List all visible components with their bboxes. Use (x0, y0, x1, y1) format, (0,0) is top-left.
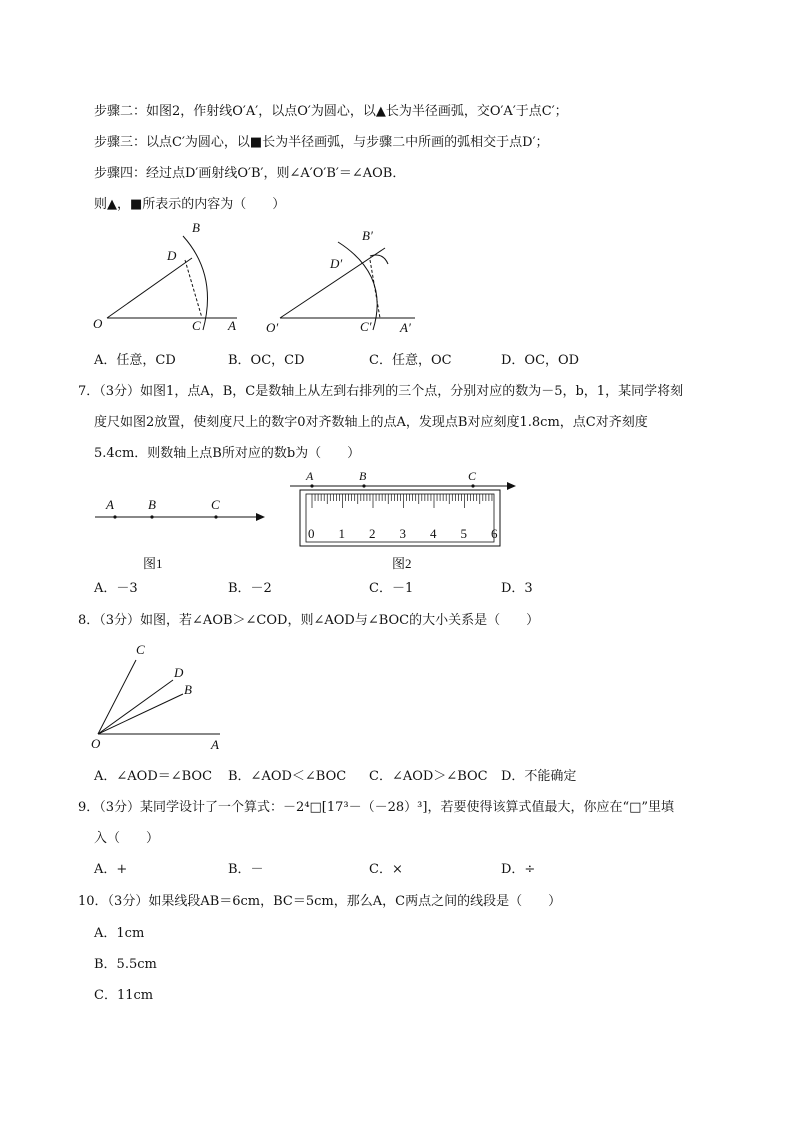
q6-option-c: C．任意，OC (369, 353, 452, 368)
ruler-label: 6 (491, 526, 498, 541)
ruler-labels (308, 526, 498, 541)
q7-option-d: D．3 (501, 581, 533, 596)
label-b-prime: B′ (362, 228, 373, 243)
q8-option-d: D．不能确定 (501, 769, 577, 784)
label-c: C (211, 497, 220, 512)
ruler-label: 3 (399, 526, 406, 541)
q7-option-c: C．－1 (369, 581, 414, 596)
q6-option-d: D．OC，OD (501, 353, 580, 368)
q6-question: 则▲，■所表示的内容为（ ） (94, 197, 286, 212)
q8-line-1: 8．（3分）如图，若∠AOB＞∠COD，则∠AOD与∠BOC的大小关系是（ ） (78, 613, 540, 628)
ray-ob (98, 694, 183, 734)
label-d-prime: D′ (330, 256, 343, 271)
step3-text: 步骤三：以点C′为圆心，以■长为半径画弧，与步骤二中所画的弧相交于点D′； (94, 135, 549, 150)
left-arc (183, 236, 208, 330)
label-o: O (93, 316, 103, 331)
q9-option-d: D．÷ (501, 862, 536, 877)
q7-line-1: 7．（3分）如图1，点A，B，C是数轴上从左到右排列的三个点，分别对应的数为－5，b，1，某同学将刻 (78, 384, 684, 399)
label-c: C (192, 318, 201, 333)
label-a: A (106, 497, 114, 512)
ruler-label: 0 (308, 526, 315, 541)
q10-option-a: A．1cm (94, 926, 145, 941)
ruler-label: 1 (338, 526, 345, 541)
label-a: A (211, 737, 219, 752)
label-b: B (184, 682, 192, 697)
figure-1-caption: 图1 (143, 556, 163, 571)
label-d: D (167, 248, 177, 263)
ruler-ticks (312, 494, 492, 508)
label-o-prime: O′ (266, 320, 279, 335)
label-b: B (359, 469, 367, 483)
q6-option-b: B．OC，CD (228, 353, 305, 368)
q6-figure (90, 220, 450, 338)
point-b (362, 484, 365, 487)
point-a (310, 484, 313, 487)
q7-line-3: 5.4cm．则数轴上点B所对应的数b为（ ） (94, 446, 361, 461)
label-o: O (91, 736, 101, 751)
q7-figure-2 (286, 466, 526, 576)
q10-option-b: B．5.5cm (94, 957, 157, 972)
q8-option-a: A．∠AOD＝∠BOC (94, 769, 213, 784)
label-a: A (228, 318, 236, 333)
q7-option-b: B．－2 (228, 581, 272, 596)
number-line-arrow (256, 513, 265, 521)
label-c: C (136, 642, 145, 657)
label-b: B (148, 497, 156, 512)
q8-figure (88, 642, 238, 754)
figure-2-caption: 图2 (392, 556, 412, 571)
q8-option-c: C．∠AOD＞∠BOC (369, 769, 488, 784)
ruler-label: 5 (460, 526, 467, 541)
label-c-prime: C′ (360, 319, 372, 334)
ray-od (98, 680, 173, 734)
ray-oc (98, 660, 136, 734)
q6-option-a: A．任意，CD (94, 353, 176, 368)
number-line-arrow (507, 482, 516, 490)
label-b: B (192, 220, 200, 235)
ruler-label: 2 (369, 526, 376, 541)
label-c: C (468, 469, 477, 483)
step2-text: 步骤二：如图2，作射线O′A′，以点O′为圆心，以▲长为半径画弧，交O′A′于点C′； (94, 104, 568, 119)
q8-option-b: B．∠AOD＜∠BOC (228, 769, 347, 784)
q9-option-b: B．－ (228, 862, 264, 877)
q9-line-1: 9．（3分）某同学设计了一个算式：－2⁴□[17³－（－28）³]，若要使得该算式值最大，你应在“□”里填 (78, 800, 675, 815)
point-b (150, 515, 153, 518)
q10-option-c: C．11cm (94, 988, 154, 1003)
point-c (214, 515, 217, 518)
step4-text: 步骤四：经过点D′画射线O′B′，则∠A′O′B′＝∠AOB． (94, 166, 406, 181)
label-a-prime: A′ (400, 320, 411, 335)
point-c (471, 484, 474, 487)
q7-line-2: 度尺如图2放置，使刻度尺上的数字0对齐数轴上的点A，发现点B对应刻度1.8cm，点C对齐刻度 (94, 415, 648, 430)
left-dashed-cd (185, 260, 202, 318)
left-ray-ob (107, 258, 192, 318)
q10-line-1: 10．（3分）如果线段AB＝6cm，BC＝5cm，那么A，C两点之间的线段是（ ） (78, 894, 562, 909)
q9-line-2: 入（ ） (94, 831, 160, 846)
ruler-label: 4 (430, 526, 437, 541)
q9-option-c: C．× (369, 862, 403, 877)
q7-figure-1 (90, 480, 270, 580)
q9-option-a: A．+ (94, 862, 128, 877)
point-a (113, 515, 116, 518)
q7-option-a: A．－3 (94, 581, 138, 596)
label-a: A (306, 469, 314, 483)
label-d: D (174, 665, 184, 680)
